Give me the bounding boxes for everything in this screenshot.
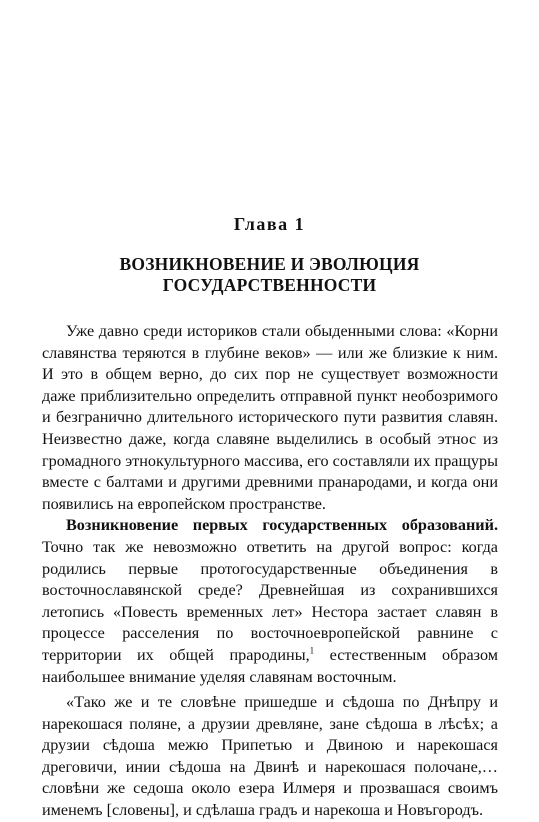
chapter-number: Глава 1 (233, 214, 306, 234)
chapter-title-line-2: ГОСУДАРСТВЕННОСТИ (162, 275, 377, 295)
paragraph-first-states-text: Точно так же невозможно ответить на другой вопрос: когда родились первые протогосударственные объединения в восточнославянской среде? Древнейшая из сохранившихся летопись «Повесть временных лет» Нестора застает славян в процессе расселения по восточноевропейской равнине с территории их общей прародины, (42, 537, 498, 664)
paragraph-chronicle-quote: «Тако же и те словѣне пришедше и сѣдоша по Днѣпру и нарекошася поляне, а друзии древляне, зане сѣдоша в лѣсѣх; а друзии сѣдоша межю Припетью и Двиною и нарекошася дреговичи, инии сѣдоша на Двинѣ и нарекошася полочане,… словѣни же седоша около езера Илмеря и прозвашася своимъ именемъ [словены], и сдѣлаша градъ и нарекоша и Новъгородъ. (42, 693, 498, 820)
section-subheading: Возникновение первых государственных образований. (66, 516, 498, 535)
chapter-title-line-1: ВОЗНИКНОВЕНИЕ И ЭВОЛЮЦИЯ (119, 254, 420, 274)
body-text (42, 321, 498, 822)
chapter-title (0, 254, 539, 296)
paragraph-first-states-text-end: естественным образом наибольшее внимание уделяя славянам восточным. (42, 645, 498, 686)
paragraph-first-states (42, 515, 498, 688)
paragraph-intro: Уже давно среди историков стали обыденными слова: «Корни славянства теряются в глубине веков» — или же близкие к ним. И это в общем верно, до сих пор не существует возможности даже приблизительно определить отправной пункт необозримого и безгранично длительного исторического пути развития славян. Неизвестно даже, когда славяне выделились в особый этнос из громадного этнокультурного массива, его составляли их пращуры вместе с балтами и другими древними пранародами, и когда они появились на европейском пространстве. (42, 322, 498, 513)
footnote-marker[interactable]: 1 (309, 645, 315, 656)
